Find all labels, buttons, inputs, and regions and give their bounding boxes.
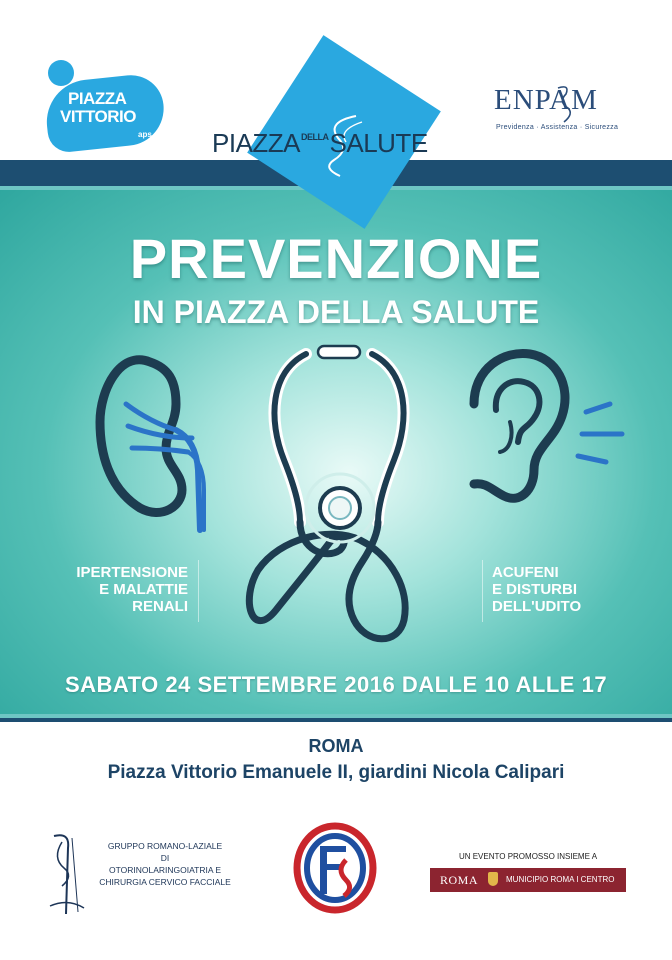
gruppo-text: [90, 840, 240, 888]
event-logo-small: DELLA: [301, 132, 329, 142]
gruppo-line: OTORINOLARINGOIATRIA E: [108, 865, 222, 875]
main-subtitle: IN PIAZZA DELLA SALUTE: [132, 294, 540, 330]
gruppo-line: CHIRURGIA CERVICO FACCIALE: [99, 877, 231, 887]
kidney-icon: [100, 360, 204, 530]
logo-dot-shape: [48, 60, 74, 86]
piazza-della-salute-logo: [200, 52, 480, 222]
event-logo-part2: SALUTE: [329, 128, 428, 158]
illustration: [0, 190, 672, 714]
roma-municipio-logo: [430, 868, 626, 892]
bottom-band: [0, 718, 672, 722]
left-topic-line: E MALATTIE: [99, 581, 188, 598]
event-city: ROMA: [308, 736, 364, 756]
pv-logo-line2: VITTORIO: [60, 107, 136, 126]
piazza-vittorio-logo: [46, 60, 168, 156]
stethoscope-icon: [249, 346, 405, 639]
caption-divider-left: [198, 560, 199, 622]
event-logo-part1: PIAZZA: [212, 128, 301, 158]
pv-logo-line1: PIAZZA: [68, 89, 127, 108]
gruppo-emblem-icon: [44, 828, 90, 918]
right-topic-caption: [492, 564, 581, 615]
fhs-emblem-icon: [290, 820, 380, 916]
enpam-logo: [494, 84, 634, 144]
municipio-label: MUNICIPIO ROMA I CENTRO: [506, 875, 615, 884]
gruppo-line: DI: [160, 853, 170, 863]
left-topic-caption: [76, 564, 188, 615]
main-panel: [0, 190, 672, 714]
left-topic-line: RENALI: [132, 598, 188, 615]
event-date: SABATO 24 SETTEMBRE 2016 DALLE 10 ALLE 17: [64, 672, 608, 697]
promoted-by-label: UN EVENTO PROMOSSO INSIEME A: [458, 852, 598, 861]
gruppo-line: GRUPPO ROMANO-LAZIALE: [107, 841, 223, 851]
event-logo-text: [212, 128, 428, 159]
caption-divider-right: [482, 560, 483, 622]
event-venue: Piazza Vittorio Emanuele II, giardini Nicola Calipari: [107, 762, 565, 783]
right-topic-line: ACUFENI: [492, 564, 559, 581]
main-title: PREVENZIONE: [129, 227, 543, 290]
enpam-caduceus-icon: [554, 82, 576, 126]
roma-label: ROMA: [440, 873, 479, 887]
roma-crest-icon: [488, 872, 498, 886]
pv-logo-suffix: aps: [138, 130, 152, 139]
right-topic-line: E DISTURBI: [492, 581, 578, 598]
enpam-name: ENPAM: [494, 84, 598, 116]
left-topic-line: IPERTENSIONE: [76, 564, 188, 581]
ear-icon: [474, 353, 622, 498]
gruppo-orl-logo: [44, 828, 244, 918]
enpam-tagline: Previdenza · Assistenza · Sicurezza: [496, 124, 619, 131]
right-topic-line: DELL'UDITO: [492, 598, 582, 615]
promoted-by-block: [428, 852, 628, 902]
